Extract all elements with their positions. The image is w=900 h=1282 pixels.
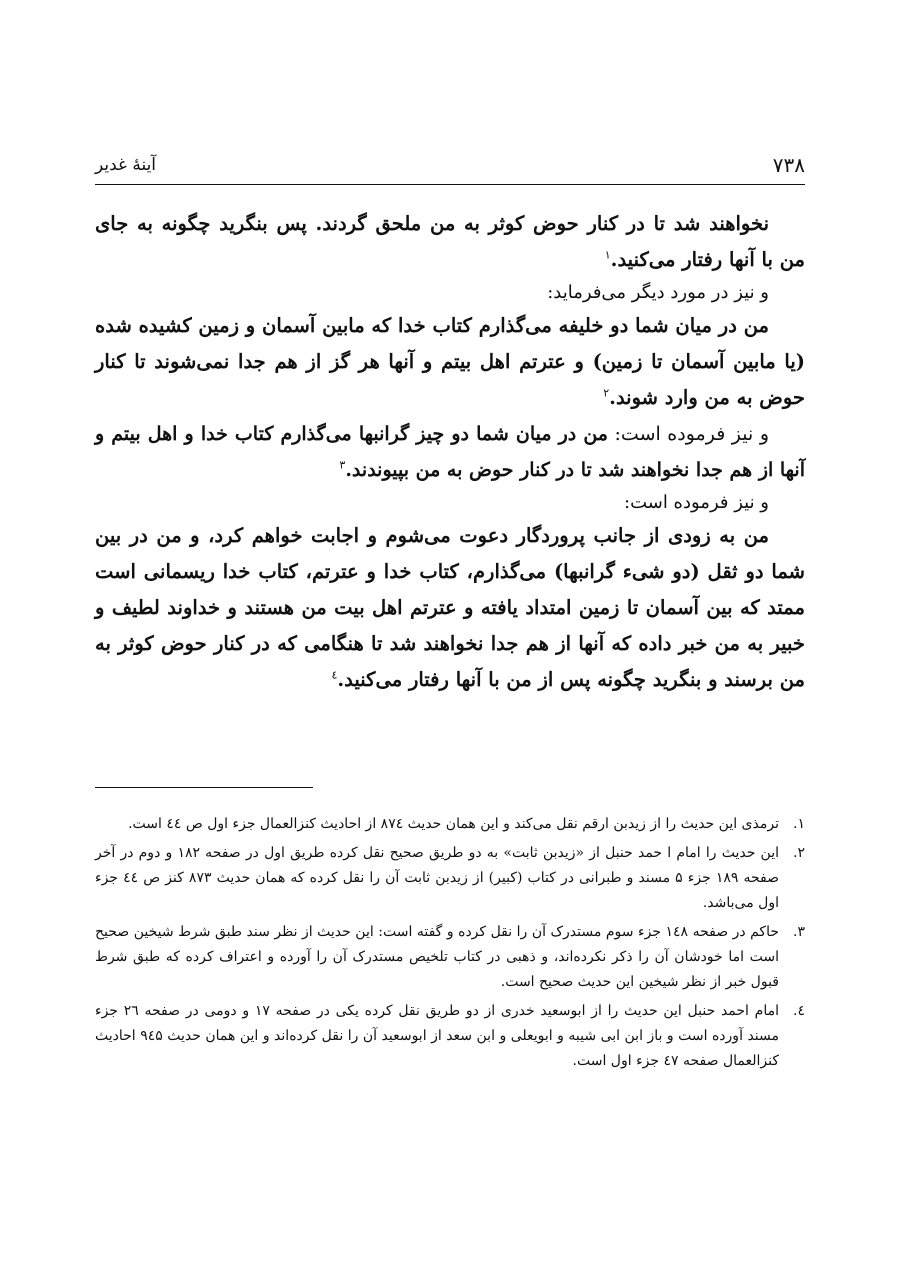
footnote-separator (95, 787, 313, 788)
footnote-4 (95, 999, 805, 1074)
paragraph-quote-3 (95, 416, 805, 488)
footnote-number: ۳. (793, 924, 805, 940)
footnote-number: ٤. (793, 1003, 805, 1019)
paragraph-quote-2 (95, 308, 805, 416)
footnote-2 (95, 841, 805, 916)
page-number: ۷۳۸ (772, 153, 805, 177)
paragraph-quote-4 (95, 518, 805, 698)
paragraph-text: نخواهند شد تا در کنار حوض کوثر به من ملحق گردند. پس بنگرید چگونه به جای من با آنها رفتار می‌کنید. (95, 212, 805, 271)
footnote-text: حاکم در صفحه ۱٤۸ جزء سوم مستدرک آن را نقل کرده و گفته است: این حدیث از نظر سند طبق شرط شیخین صحیح است اما خودشان آن را ذکر نکرده‌اند، و ذهبی در کتاب تلخیص مستدرک آن را آورده و اعتراف کرده که طبق شرط قبول خبر از نظر شیخین این حدیث صحیح است. (95, 924, 780, 990)
footnote-number: ۱. (793, 816, 805, 832)
main-text (95, 206, 805, 698)
footnote-number: ۲. (793, 845, 805, 861)
paragraph-text: من در میان شما دو چیز گرانبها می‌گذارم کتاب خدا و اهل بیتم و آنها از هم جدا نخواهند شد تا در کنار حوض به من بپیوندند. (95, 423, 805, 481)
paragraph-intro-4: و نیز فرموده است: (624, 492, 769, 513)
footnote-ref-4: ٤ (331, 668, 338, 682)
paragraph-quote-1 (95, 206, 805, 278)
paragraph-text: من به زودی از جانب پروردگار دعوت می‌شوم و اجابت خواهم کرد، و من در بین شما دو ثقل (دو شیء گرانبها) می‌گذارم، کتاب خدا و عترتم، کتاب خدا ریسمانی است ممتد که بین آسمان تا زمین امتداد یافته و عترتم اهل بیت من هستند و خداوند لطیف و خبیر به من خبر داده که آنها از هم جدا نخواهند شد تا هنگامی که در کنار حوض کوثر به من برسند و بنگرید چگونه پس از من با آنها رفتار می‌کنید. (95, 524, 805, 691)
footnote-3 (95, 920, 805, 995)
running-header (95, 150, 805, 185)
footnote-ref-1: ۱ (604, 248, 611, 262)
paragraph-intro-3: و نیز فرموده است: (608, 423, 769, 445)
running-title: آینۀ غدیر (95, 155, 157, 175)
paragraph-text: من در میان شما دو خلیفه می‌گذارم کتاب خدا که مابین آسمان و زمین کشیده شده (یا مابین آسمان تا زمین) و عترتم اهل بیتم و آنها هر گز از هم جدا نمی‌شوند تا کنار حوض به من وارد شوند. (95, 314, 805, 409)
footnote-text: این حدیث را امام ا حمد حنبل از «زیدبن ثابت» به دو طریق صحیح نقل کرده طریق اول در صفحه ۱۸۲ و دوم در آخر صفحه ۱۸۹ جزء ۵ مسند و طبرانی در کتاب (کبیر) از زیدبن ثابت آن را نقل کرده که همان حدیث ۸۷۳ کنز ص ٤٤ جزء اول می‌باشد. (95, 845, 779, 911)
paragraph-intro-2: و نیز در مورد دیگر می‌فرماید: (547, 282, 769, 303)
footnote-text: ترمذی این حدیث را از زیدبن ارقم نقل می‌کند و این همان حدیث ۸۷٤ از احادیث کنزالعمال جزء اول ص ٤٤ است. (128, 816, 779, 832)
footnote-ref-2: ۲ (603, 386, 610, 400)
footnote-1 (95, 812, 805, 837)
footnotes (95, 812, 805, 1078)
footnote-ref-3: ۳ (339, 458, 346, 472)
footnote-text: امام احمد حنبل این حدیث را از ابوسعید خدری از دو طریق نقل کرده یکی در صفحه ۱۷ و دومی در صفحه ۲٦ جزء مسند آورده است و باز ابن ابی شیبه و ابویعلی و ابن سعد از ابوسعید آن را نقل کرده‌اند و این همان حدیث ۹٤۵ احادیث کنزالعمال صفحه ٤۷ جزء اول است. (95, 1003, 780, 1069)
